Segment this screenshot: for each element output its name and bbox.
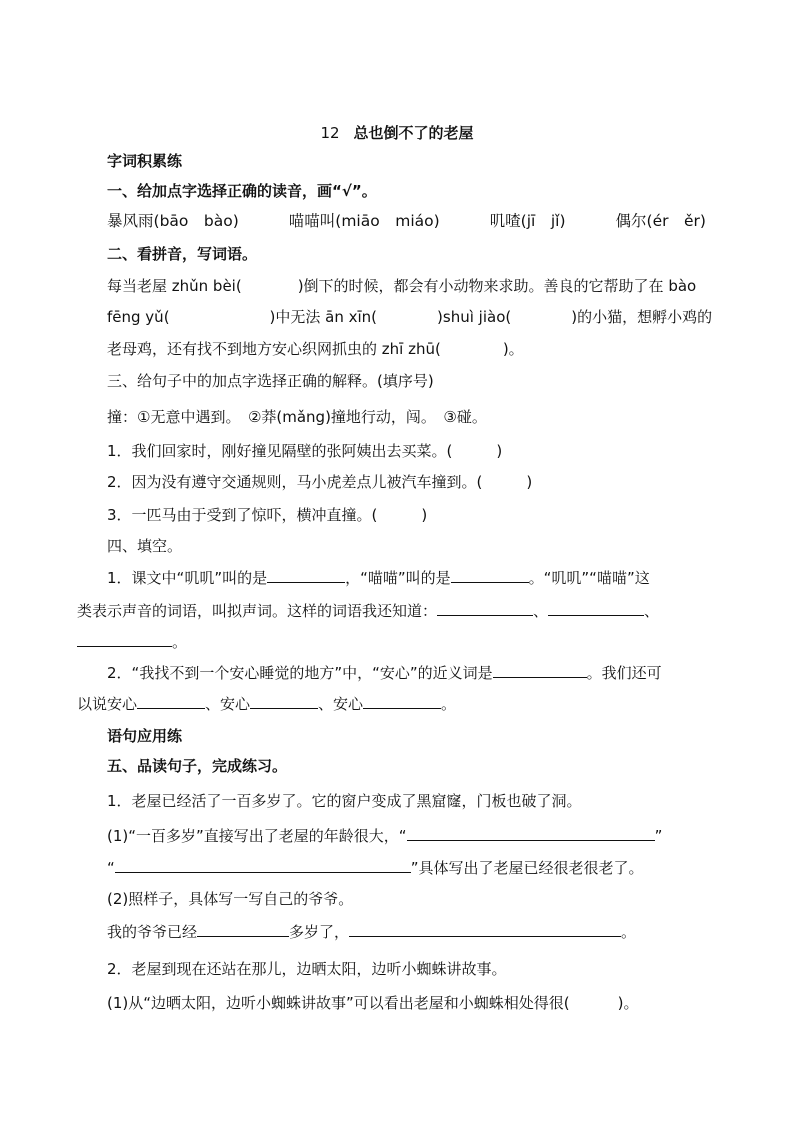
q4-line-5: 以说安心 、安心 、安心 。 [77,695,457,713]
q4-line-4: 2．“我找不到一个安心睡觉的地方”中，“安心”的近义词是 。我们还可 [107,664,662,682]
q3-sentence-2: 2．因为没有遵守交通规则，马小虎差点儿被汽车撞到。( ) [107,473,533,491]
answer-underline[interactable] [115,858,411,873]
section-heading-sentences: 语句应用练 [107,727,183,745]
q1-heading: 一、给加点字选择正确的读音，画“√”。 [107,182,377,200]
lesson-number: 12 [320,124,340,142]
q4-line-1: 1．课文中“叽叽”叫的是 ，“喵喵”叫的是 。“叽叽”“喵喵”这 [107,569,650,587]
q2-heading: 二、看拼音，写词语。 [107,245,258,263]
q5-sentence-1: 1．老屋已经活了一百多岁了。它的窗户变成了黑窟窿，门板也破了洞。 [107,792,582,810]
q1-item-2: 喵喵叫(miāo miáo) [288,212,440,230]
q5-part-1-line-2: “ ”具体写出了老屋已经很老很老了。 [107,859,644,877]
answer-underline[interactable] [77,632,172,647]
answer-underline[interactable] [548,601,644,616]
answer-underline[interactable] [267,568,345,583]
q1-item-3: 叽喳(jī jǐ) [489,212,566,230]
q3-heading: 三、给句子中的加点字选择正确的解释。(填序号) [107,372,434,390]
answer-underline[interactable] [250,694,318,709]
answer-underline[interactable] [437,601,533,616]
answer-underline[interactable] [349,922,621,937]
section-heading-vocab: 字词积累练 [107,152,183,170]
q5-sentence-2: 2．老屋到现在还站在那儿，边晒太阳，边听小蜘蛛讲故事。 [107,960,507,978]
q1-options-row [107,212,706,230]
q5-part-1-line-1: (1)“一百多岁”直接写出了老屋的年龄很大，“ ” [107,827,663,845]
page-title [0,122,794,143]
q1-item-1: 暴风雨(bāo bào) [107,212,239,230]
answer-underline[interactable] [137,694,205,709]
q3-sentence-1: 1．我们回家时，刚好撞见隔壁的张阿姨出去买菜。( ) [107,442,503,460]
answer-underline[interactable] [407,826,655,841]
answer-underline[interactable] [451,568,529,583]
q5-part-3: (1)从“边晒太阳，边听小蜘蛛讲故事”可以看出老屋和小蜘蛛相处得很( )。 [107,994,639,1012]
q4-line-3: 。 [77,632,187,651]
lesson-title: 总也倒不了的老屋 [353,124,474,142]
q4-heading: 四、填空。 [107,537,183,555]
q5-part-2-prompt: (2)照样子，具体写一写自己的爷爷。 [107,890,354,908]
q5-heading: 五、品读句子，完成练习。 [107,757,288,775]
q4-line-2: 类表示声音的词语，叫拟声词。这样的词语我还知道： 、 、 [77,602,660,620]
answer-underline[interactable] [197,922,289,937]
q3-definition: 撞：①无意中遇到。 ②莽(mǎng)撞地行动，闯。 ③碰。 [107,408,487,426]
q5-part-2-answer: 我的爷爷已经 多岁了， 。 [107,923,637,941]
answer-underline[interactable] [493,663,587,678]
q2-line-3: 老母鸡，还有找不到地方安心织网抓虫的 zhī zhū( )。 [107,340,524,358]
q3-sentence-3: 3．一匹马由于受到了惊吓，横冲直撞。( ) [107,506,428,524]
q1-item-4: 偶尔(ér ěr) [615,212,706,230]
q2-line-1: 每当老屋 zhǔn bèi( )倒下的时候，都会有小动物来求助。善良的它帮助了在 bào [107,277,697,295]
q2-line-2: fēng yǔ( )中无法 ān xīn( )shuì jiào( )的小猫，想孵小鸡的 [107,308,713,326]
answer-underline[interactable] [363,694,441,709]
